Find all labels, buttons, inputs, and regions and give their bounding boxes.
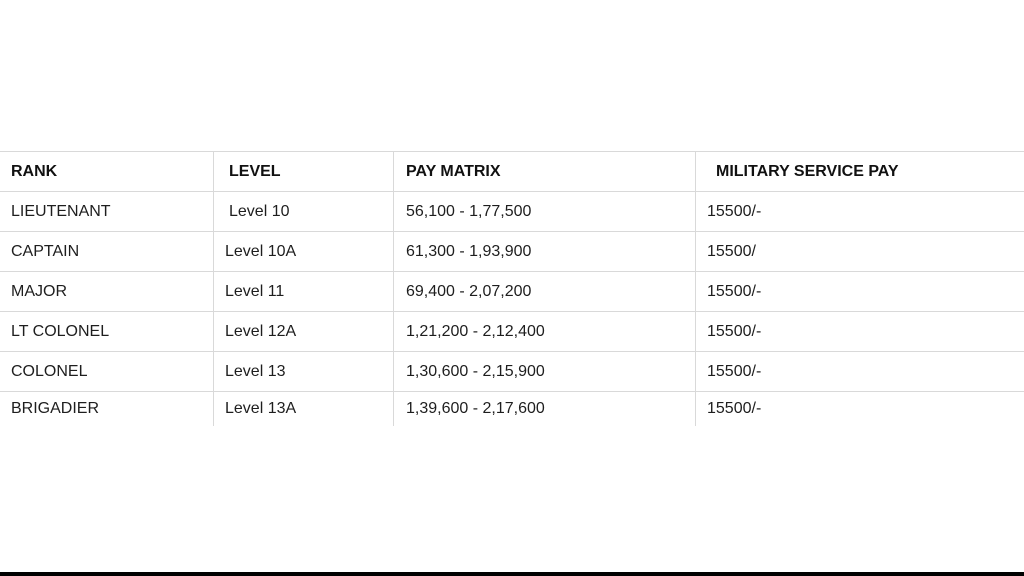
cell-military-service-pay: 15500/ (696, 232, 1024, 272)
cell-level: Level 10A (214, 232, 394, 272)
header-military-service-pay: MILITARY SERVICE PAY (696, 152, 1024, 192)
cell-pay-matrix: 1,39,600 - 2,17,600 (394, 392, 696, 427)
cell-pay-matrix: 1,30,600 - 2,15,900 (394, 352, 696, 392)
header-row (0, 152, 1024, 192)
cell-rank: CAPTAIN (0, 232, 214, 272)
cell-military-service-pay: 15500/- (696, 312, 1024, 352)
cell-military-service-pay: 15500/- (696, 272, 1024, 312)
cell-rank: MAJOR (0, 272, 214, 312)
cell-level: Level 11 (214, 272, 394, 312)
cell-pay-matrix: 61,300 - 1,93,900 (394, 232, 696, 272)
table-row (0, 392, 1024, 427)
table-row (0, 232, 1024, 272)
pay-scale-table (0, 151, 1024, 426)
header-rank: RANK (0, 152, 214, 192)
cell-rank: BRIGADIER (11, 400, 100, 417)
cell-level: Level 13A (214, 392, 394, 427)
cell-rank: LIEUTENANT (0, 192, 214, 232)
cell-level: Level 12A (214, 312, 394, 352)
cell-pay-matrix: 69,400 - 2,07,200 (394, 272, 696, 312)
table-row (0, 192, 1024, 232)
cell-level: Level 13 (214, 352, 394, 392)
header-level: LEVEL (214, 152, 394, 192)
table-row (0, 272, 1024, 312)
table-row (0, 312, 1024, 352)
cell-rank: COLONEL (0, 352, 214, 392)
cell-military-service-pay: 15500/- (696, 192, 1024, 232)
table-row (0, 352, 1024, 392)
cell-military-service-pay: 15500/- (696, 392, 1024, 427)
table-body (0, 192, 1024, 427)
cell-military-service-pay: 15500/- (696, 352, 1024, 392)
cell-rank: LT COLONEL (0, 312, 214, 352)
cell-pay-matrix: 56,100 - 1,77,500 (394, 192, 696, 232)
table-header (0, 152, 1024, 192)
bottom-border-bar (0, 572, 1024, 576)
cell-pay-matrix: 1,21,200 - 2,12,400 (394, 312, 696, 352)
header-pay-matrix: PAY MATRIX (394, 152, 696, 192)
cell-level: Level 10 (214, 192, 394, 232)
